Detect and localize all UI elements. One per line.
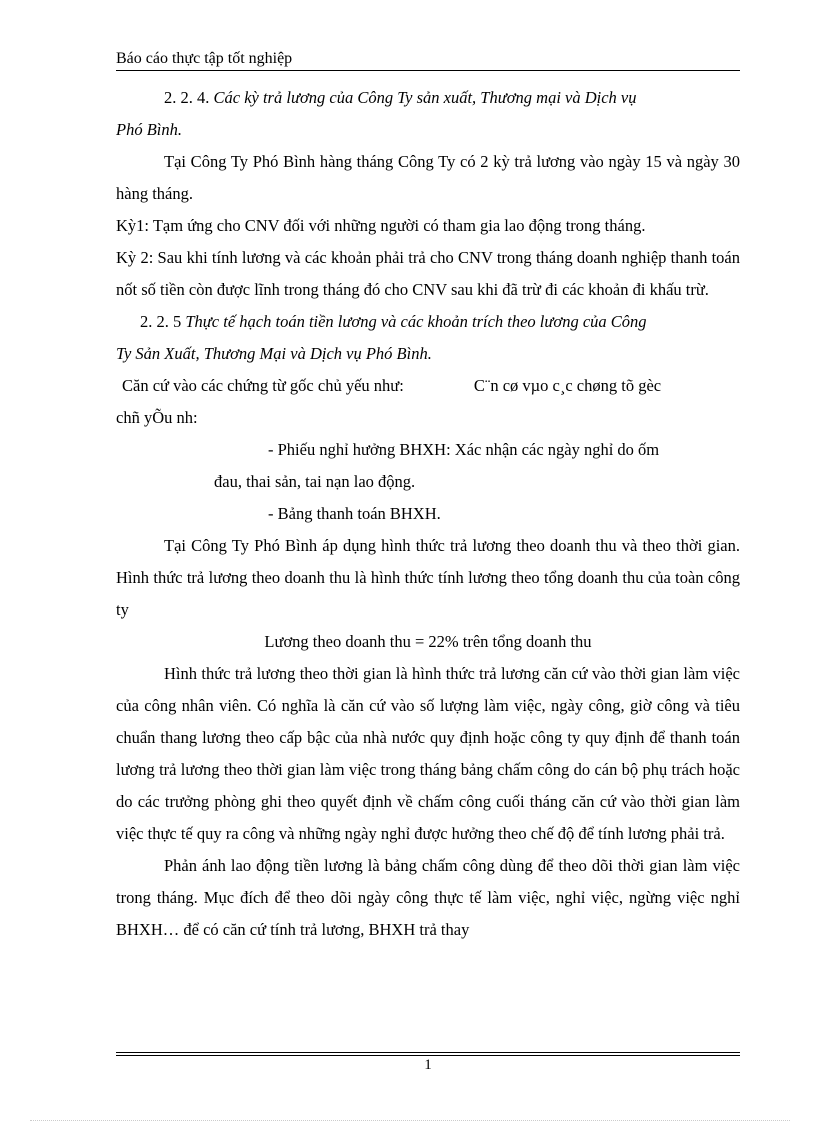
section-title: Thực tế hạch toán tiền lương và các khoản trích theo lương của Công: [185, 312, 647, 331]
page-body: [116, 82, 740, 946]
header-rule: [116, 70, 740, 71]
section-number: 2. 2. 5: [140, 312, 182, 331]
list-item-sick-leave: [116, 434, 740, 466]
section-title-cont: Phó Bình.: [116, 120, 182, 139]
paragraph-timesheet: Phản ánh lao động tiền lương là bảng chấm công dùng để theo dõi thời gian làm việc trong tháng. Mục đích để theo dõi ngày công thực tế làm việc, nghỉ việc, ngừng việc nghỉ BHXH… để có căn cứ tính trả lương, BHXH trả thay: [116, 856, 740, 939]
garbled-text: C¨n cø vµo c¸c chøng tõ gèc: [473, 376, 662, 395]
paragraph-period-2: Kỳ 2: Sau khi tính lương và các khoản phải trả cho CNV trong tháng doanh nghiệp thanh toán nốt số tiền còn được lĩnh trong tháng đó cho CNV sau khi đã trừ đi các khoản đi khấu trừ.: [116, 248, 740, 299]
list-item-text: - Phiếu nghỉ hưởng BHXH: Xác nhận các ngày nghỉ do ốm: [268, 440, 660, 459]
section-title-cont: Ty Sản Xuất, Thương Mại và Dịch vụ Phó Bình.: [116, 344, 432, 363]
basis-line: [116, 370, 740, 402]
formula: Lương theo doanh thu = 22% trên tổng doanh thu: [264, 632, 592, 651]
page-number: 1: [424, 1057, 432, 1073]
section-2-2-4-heading: [116, 82, 740, 114]
paragraph-period-1: Kỳ1: Tạm ứng cho CNV đối với những người có tham gia lao động trong tháng.: [116, 216, 646, 235]
page-edge: [30, 1120, 790, 1121]
paragraph-pay-periods: Tại Công Ty Phó Bình hàng tháng Công Ty có 2 kỳ trả lương vào ngày 15 và ngày 30 hàng tháng.: [116, 152, 740, 203]
list-item-bhxh-table: - Bảng thanh toán BHXH.: [268, 504, 441, 523]
document-header: Báo cáo thực tập tốt nghiệp: [116, 50, 293, 67]
paragraph-time-based-pay: Hình thức trả lương theo thời gian là hình thức trả lương căn cứ vào thời gian làm việc của công nhân viên. Có nghĩa là căn cứ vào số lượng làm việc, ngày công, giờ công và tiêu chuẩn thang lương theo cấp bậc của nhà nước quy định hoặc công ty quy định để thanh toán lương trả lương theo thời gian làm việc trong tháng bảng chấm công do cán bộ phụ trách hoặc do các trưởng phòng ghi theo quyết định về chấm công cuối tháng căn cứ vào thời gian làm việc thực tế quy ra công và những ngày nghỉ được hưởng theo chế độ để tính lương phải trả.: [116, 664, 740, 843]
section-2-2-5-heading: [116, 306, 740, 338]
section-number: 2. 2. 4.: [164, 88, 210, 107]
footer-rule: [116, 1052, 740, 1053]
garbled-text-cont: chñ yÕu nh:: [116, 408, 198, 427]
basis-lead: Căn cứ vào các chứng từ gốc chủ yếu như:: [122, 376, 404, 395]
footer-rule: [116, 1055, 740, 1056]
section-title: Các kỳ trả lương của Công Ty sản xuất, Thương mại và Dịch vụ: [213, 88, 637, 107]
paragraph-pay-methods: Tại Công Ty Phó Bình áp dụng hình thức trả lương theo doanh thu và theo thời gian. Hình thức trả lương theo doanh thu là hình thức tính lương theo tổng doanh thu của toàn công ty: [116, 536, 740, 619]
list-item-sick-leave-cont: đau, thai sản, tai nạn lao động.: [214, 472, 416, 491]
